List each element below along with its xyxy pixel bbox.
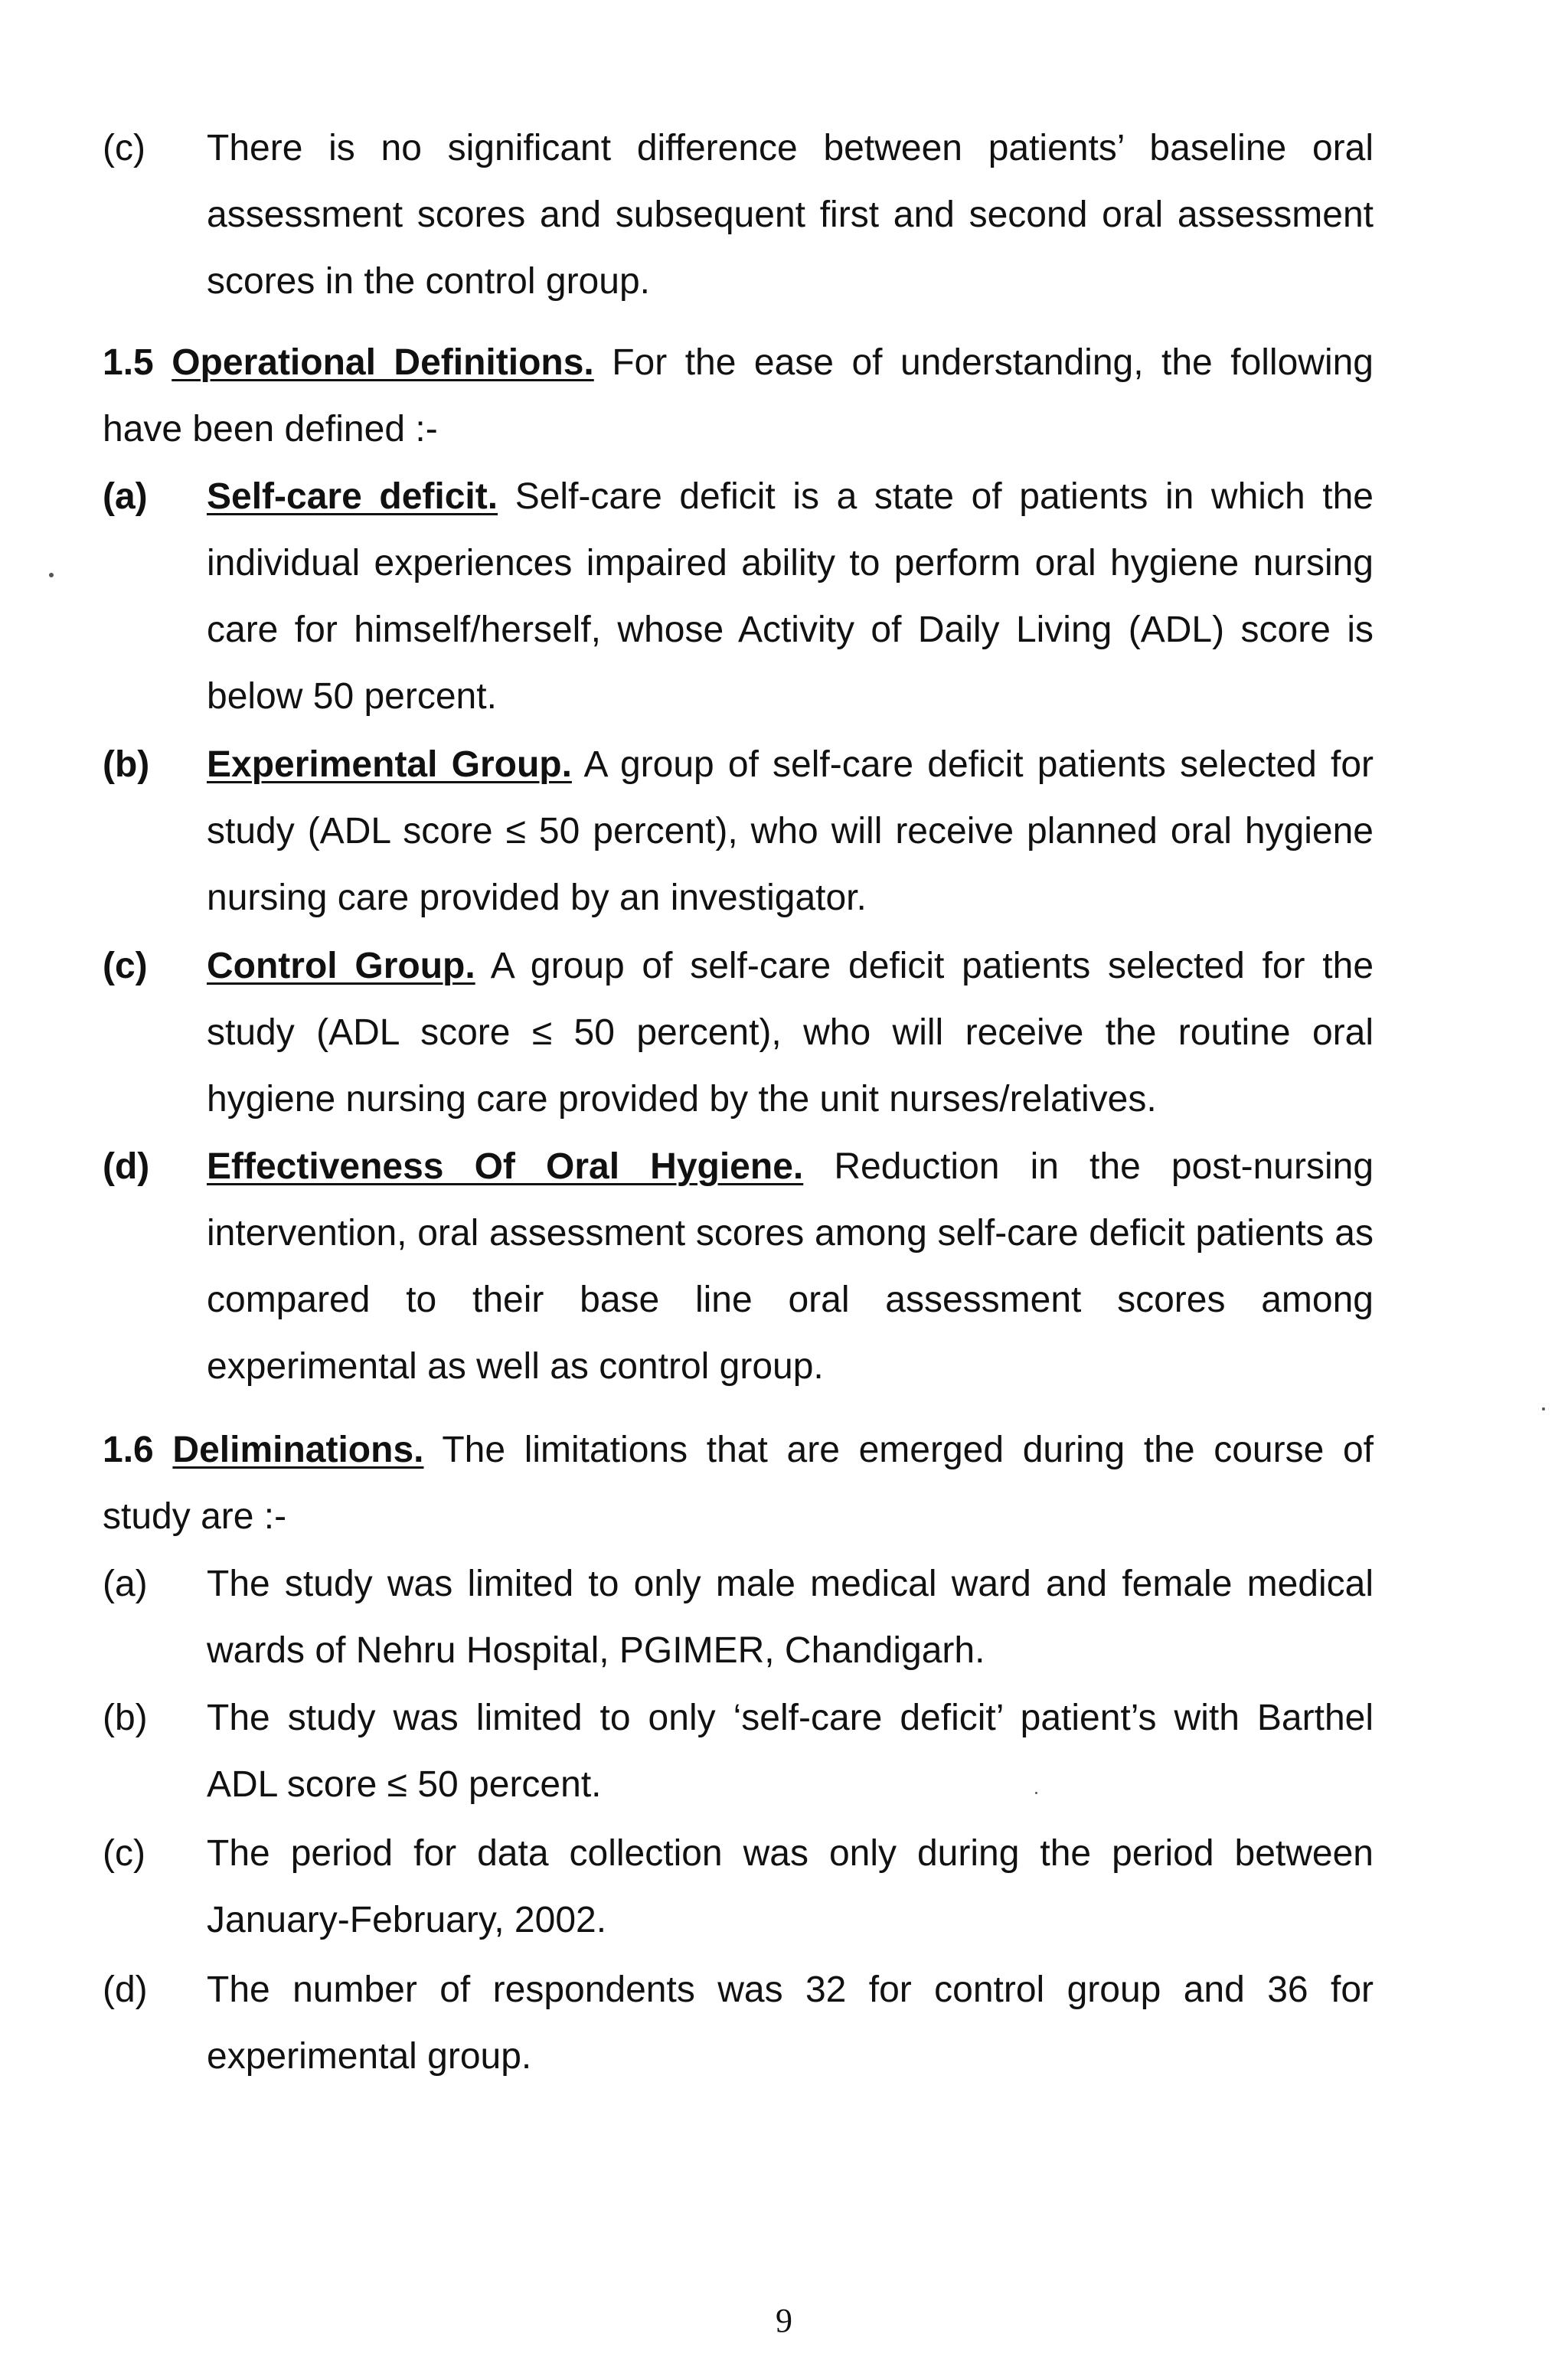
section-1-5-intro [103, 329, 1374, 463]
item-body [207, 463, 1374, 730]
definition-term: Effectiveness Of Oral Hygiene. [207, 1146, 804, 1187]
definition-text: Self-care deficit is a state of patients in which the individual experiences impaired ability to perform oral hygiene nursing care for himself/herself, whose Activity of Daily Living (ADL) score is below 50 percent. [207, 476, 1374, 717]
item-label: (b) [103, 744, 150, 785]
item-label: (c) [103, 946, 148, 986]
item-label: (c) [103, 128, 145, 168]
item-text: The study was limited to only male medical ward and female medical wards of Nehru Hospital, PGIMER, Chandigarh. [207, 1564, 1374, 1671]
item-body [207, 933, 1374, 1133]
scan-speck [1035, 1792, 1037, 1794]
item-label: (d) [103, 1146, 150, 1187]
definition-term: Experimental Group. [207, 744, 572, 785]
item-text: There is no significant difference between patients’ baseline oral assessment scores and subsequent first and second oral assessment scores in the control group. [207, 128, 1374, 302]
scan-speck [49, 573, 54, 577]
section-intro-text: For the ease of understanding, the following have been defined :- [103, 342, 1374, 449]
delimitation-item-a [103, 1551, 1374, 1684]
delimitation-item-b [103, 1685, 1374, 1818]
definition-item-b [103, 731, 1374, 931]
section-number: 1.6 [103, 1430, 154, 1470]
definition-text: A group of self-care deficit patients selected for study (ADL score ≤ 50 percent), who will receive planned oral hygiene nursing care provided by an investigator. [207, 744, 1374, 918]
item-label: (d) [103, 1969, 148, 2010]
item-label: (a) [103, 476, 148, 517]
definition-term: Self-care deficit. [207, 476, 498, 517]
definition-item-c [103, 933, 1374, 1133]
item-text: The number of respondents was 32 for control group and 36 for experimental group. [207, 1969, 1374, 2077]
definition-text: A group of self-care deficit patients selected for the study (ADL score ≤ 50 percent), who will receive the routine oral hygiene nursing care provided by the unit nurses/relatives. [207, 946, 1374, 1120]
hypothesis-item-c [103, 115, 1374, 315]
item-text: The period for data collection was only during the period between January-February, 2002. [207, 1833, 1374, 1940]
section-intro-text: The limitations that are emerged during the course of study are :- [103, 1430, 1374, 1537]
section-title: Deliminations. [172, 1430, 424, 1470]
section-1-6-intro [103, 1417, 1374, 1550]
item-text: The study was limited to only ‘self-care deficit’ patient’s with Barthel ADL score ≤ 50 percent. [207, 1698, 1374, 1805]
delimitation-item-c [103, 1820, 1374, 1953]
page-number: 9 [776, 2302, 792, 2339]
section-title: Operational Definitions. [172, 342, 594, 383]
section-number: 1.5 [103, 342, 154, 383]
item-body [207, 1133, 1374, 1400]
item-body [207, 731, 1374, 931]
delimitation-item-d [103, 1956, 1374, 2090]
item-label: (c) [103, 1833, 145, 1874]
definition-item-a [103, 463, 1374, 730]
item-label: (a) [103, 1564, 148, 1604]
scan-speck [1542, 1407, 1545, 1410]
definition-item-d [103, 1133, 1374, 1400]
item-label: (b) [103, 1698, 148, 1738]
definition-term: Control Group. [207, 946, 475, 986]
definition-text: Reduction in the post-nursing intervention, oral assessment scores among self-care deficit patients as compared to their base line oral assessment scores among experimental as well as control group. [207, 1146, 1374, 1387]
